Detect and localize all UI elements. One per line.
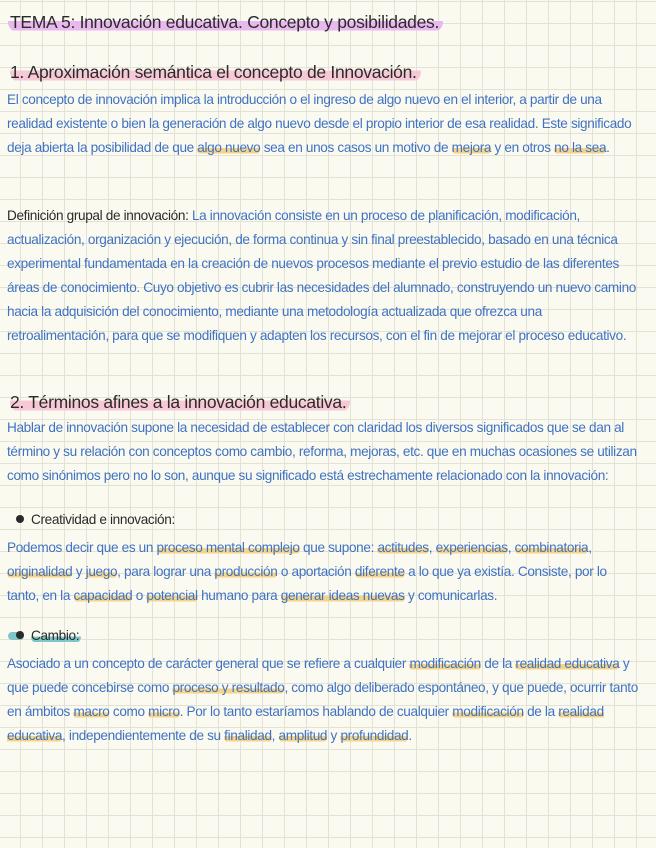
- definition-label: Definición grupal de innovación:: [7, 208, 189, 223]
- text-run: Podemos decir que es un: [7, 540, 157, 555]
- highlight-mark: actitudes: [377, 540, 429, 555]
- text-run: y que puede concebirse como: [7, 656, 630, 695]
- highlight-mark: capacidad: [73, 588, 133, 603]
- highlight-mark: diferente: [354, 564, 405, 579]
- cambio-paragraph: [7, 652, 639, 748]
- page-title: [8, 12, 443, 33]
- highlight-mark: realidad educativa: [7, 704, 604, 743]
- text-run: ,: [428, 540, 436, 555]
- text-run: ,: [271, 728, 279, 743]
- highlight-mark: potencial: [146, 588, 198, 603]
- bullet-dot-icon: [16, 515, 24, 523]
- section1-heading: [10, 62, 421, 83]
- highlight-mark: originalidad: [7, 564, 73, 579]
- text-run: de la: [480, 656, 516, 671]
- text-run: ,: [507, 540, 515, 555]
- highlight-mark: macro: [73, 704, 110, 719]
- bullet-label: Cambio:: [31, 628, 80, 643]
- text-run: , como algo deliberado espontáneo, y que puede, ocurrir tanto en ámbitos: [7, 680, 638, 719]
- creatividad-paragraph: [7, 536, 639, 608]
- bullet-cambio: [16, 628, 81, 643]
- bullet-label: Creatividad e innovación:: [31, 512, 175, 527]
- bullet-dot-icon: [16, 631, 24, 639]
- highlight-mark: experiencias: [435, 540, 508, 555]
- highlight-mark: finalidad: [224, 728, 272, 743]
- highlight-mark: algo nuevo: [197, 140, 261, 155]
- section2-heading: [10, 392, 350, 413]
- highlight-mark: generar ideas nuevas: [280, 588, 405, 603]
- text-run: y comunicarlas.: [404, 588, 498, 603]
- text-run: Asociado a un concepto de carácter general que se refiere a cualquier: [7, 656, 410, 671]
- highlight-mark: profundidad: [340, 728, 409, 743]
- text-run: o: [132, 588, 147, 603]
- text-run: como: [109, 704, 149, 719]
- highlight-mark: juego: [85, 564, 118, 579]
- text-run: de la: [523, 704, 559, 719]
- text-run: , independientemente de su: [62, 728, 225, 743]
- highlight-mark: producción: [214, 564, 278, 579]
- section1-paragraph: [7, 88, 639, 160]
- bullet-creatividad: [16, 512, 175, 527]
- text-run: ,: [588, 540, 592, 555]
- highlight-mark: micro: [148, 704, 180, 719]
- highlight-mark: no la sea: [554, 140, 607, 155]
- section2-heading-text: 2. Términos afines a la innovación educativa.: [10, 392, 350, 412]
- definition-paragraph: [7, 204, 639, 348]
- highlight-mark: proceso y resultado: [172, 680, 285, 695]
- text-run: sea en unos casos un motivo de: [260, 140, 452, 155]
- text-run: , para lograr una: [117, 564, 215, 579]
- highlight-mark: mejora: [451, 140, 492, 155]
- text-run: que supone:: [299, 540, 378, 555]
- text-run: y: [72, 564, 86, 579]
- text-run: o aportación: [277, 564, 355, 579]
- section2-intro: Hablar de innovación supone la necesidad de establecer con claridad los diversos significados que se dan al término y su relación con conceptos como cambio, reforma, mejoras, etc. que en muchas ocasiones se utilizan como sinónimos pero no lo son, aunque su significado está estrechamente relacionado con la innovación:: [7, 420, 637, 483]
- text-run: y en otros: [491, 140, 555, 155]
- text-run: .: [408, 728, 412, 743]
- text-run: y: [327, 728, 341, 743]
- section1-heading-text: 1. Aproximación semántica el concepto de Innovación.: [10, 62, 421, 82]
- text-run: a lo que ya existía. Consiste, por lo tanto, en la: [7, 564, 607, 603]
- highlight-mark: proceso mental complejo: [156, 540, 300, 555]
- highlight-mark: combinatoria: [514, 540, 589, 555]
- highlight-mark: realidad educativa: [515, 656, 620, 671]
- text-run: . Por lo tanto estaríamos hablando de cualquier: [179, 704, 453, 719]
- text-run: humano para: [197, 588, 281, 603]
- title-highlight: TEMA 5: Innovación educativa. Concepto y posibilidades.: [8, 12, 443, 32]
- highlight-mark: amplitud: [278, 728, 328, 743]
- text-run: .: [606, 140, 610, 155]
- highlight-mark: modificación: [409, 656, 481, 671]
- definition-text: La innovación consiste en un proceso de planificación, modificación, actualización, organización y ejecución, de forma continua y sin final preestablecido, basado en una técnica experimental fundamentada en la creación de nuevos procesos mediante el previo estudio de las diferentes áreas de conocimiento. Cuyo objetivo es cubrir las necesidades del alumnado, construyendo un nuevo camino hacia la adquisición del conocimiento, mediante una metodología actualizada que ofrezca una retroalimentación, para que se modifiquen y adapten los recursos, con el fin de mejorar el proceso educativo.: [7, 208, 636, 343]
- text-run: El concepto de innovación implica la introducción o el ingreso de algo nuevo en el interior, a partir de una realidad existente o bien la generación de algo nuevo desde el propio interior de esa realidad. Este significado deja abierta la posibilidad de que: [7, 92, 632, 155]
- highlight-mark: modificación: [452, 704, 524, 719]
